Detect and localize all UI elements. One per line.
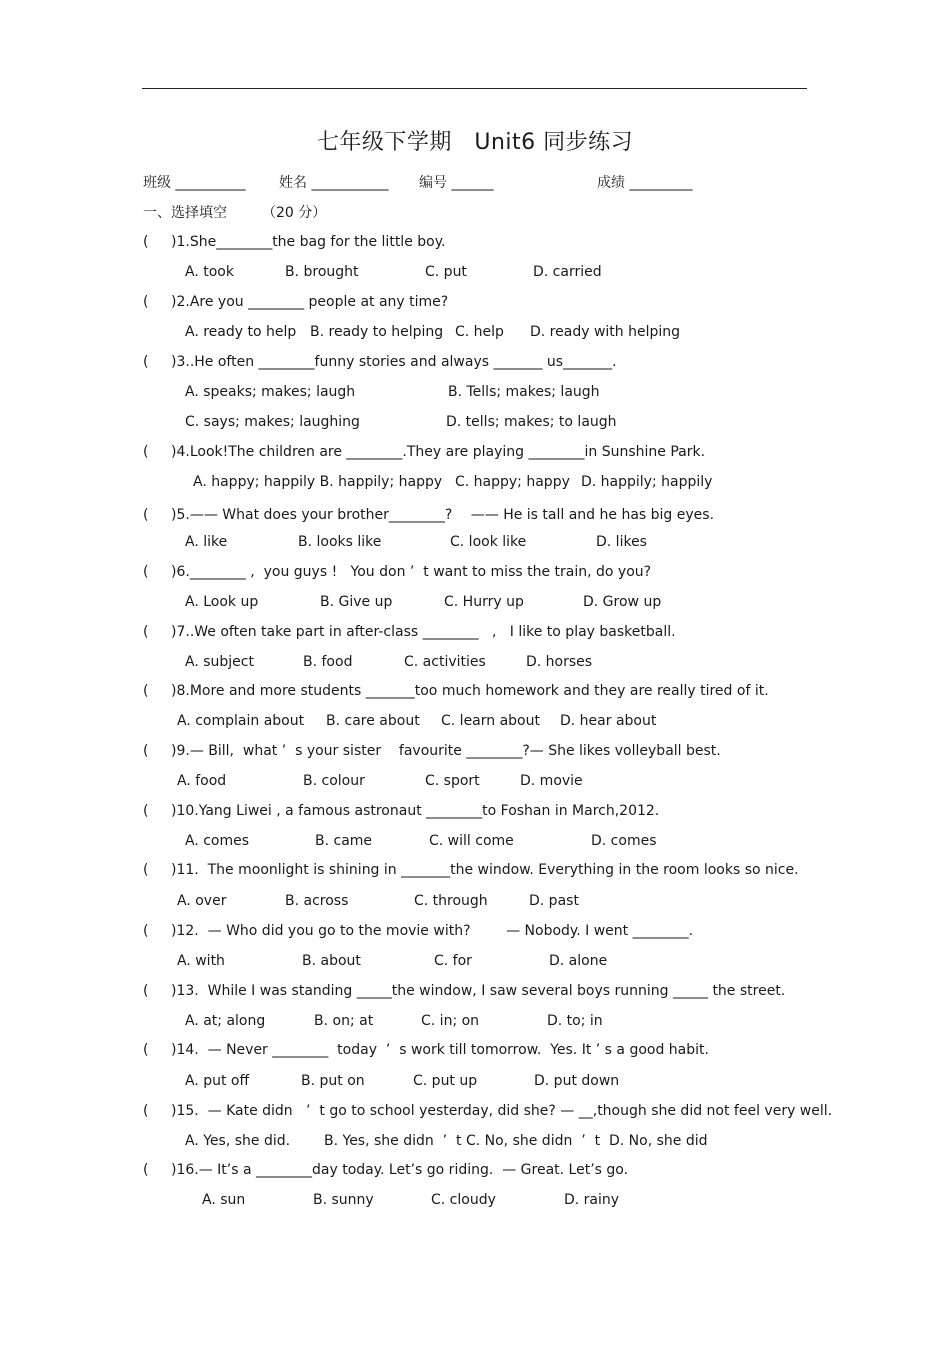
answer-option: A. with <box>177 953 225 969</box>
answer-bracket: ( <box>143 1162 149 1178</box>
class-field: 班级 __________ <box>143 175 246 191</box>
answer-option: A. food <box>177 773 227 789</box>
answer-option: C. says; makes; laughing <box>185 414 360 430</box>
answer-bracket: ( <box>143 234 149 250</box>
answer-option: C. happy; happy <box>455 474 570 490</box>
answer-option: C. through <box>414 893 488 909</box>
answer-option: D. likes <box>596 534 647 550</box>
answer-option: B. on; at <box>314 1013 374 1029</box>
answer-option: B. about <box>302 953 361 969</box>
question-text: )3..He often ________funny stories and always _______ us_______. <box>171 354 617 370</box>
answer-bracket: ( <box>143 444 149 460</box>
question-stem <box>143 923 693 939</box>
answer-option: D. to; in <box>547 1013 603 1029</box>
question-text: )4.Look!The children are ________.They are playing ________in Sunshine Park. <box>171 444 706 460</box>
answer-option: B. colour <box>303 773 365 789</box>
answer-option: A. put off <box>185 1073 250 1089</box>
page-title: 七年级下学期 Unit6 同步练习 <box>316 130 634 155</box>
answer-option: C. put <box>425 264 467 280</box>
answer-bracket: ( <box>143 294 149 310</box>
answer-option: A. sun <box>202 1192 246 1208</box>
question-text: )10.Yang Liwei , a famous astronaut ________to Foshan in March,2012. <box>171 803 660 819</box>
question-stem <box>143 683 769 699</box>
answer-option: B. Yes, she didn ’ t C. No, she didn ’ t D. No, she did <box>324 1133 708 1149</box>
name-field: 姓名 ___________ <box>279 175 389 191</box>
answer-option: D. happily; happily <box>581 474 713 490</box>
answer-option: A. happy; happily B. happily; happy <box>193 474 443 490</box>
answer-option: D. comes <box>591 833 657 849</box>
question-text: )13. While I was standing _____the window, I saw several boys running _____ the street. <box>171 983 786 999</box>
answer-option: D. horses <box>526 654 593 670</box>
question-stem <box>143 862 799 878</box>
answer-option: B. Give up <box>320 594 393 610</box>
answer-option: D. rainy <box>564 1192 620 1208</box>
answer-bracket: ( <box>143 564 149 580</box>
section-title: 一、选择填空 （20 分） <box>143 205 327 221</box>
answer-option: D. alone <box>549 953 608 969</box>
question-stem <box>143 294 448 310</box>
answer-bracket: ( <box>143 507 149 523</box>
answer-option: D. carried <box>533 264 602 280</box>
answer-option: C. cloudy <box>431 1192 496 1208</box>
top-rule <box>142 88 807 89</box>
answer-option: B. brought <box>285 264 359 280</box>
answer-option: B. food <box>303 654 353 670</box>
question-text: )11. The moonlight is shining in _______the window. Everything in the room looks so nice. <box>171 862 799 878</box>
answer-option: B. across <box>285 893 349 909</box>
answer-option: B. sunny <box>313 1192 374 1208</box>
answer-option: C. for <box>434 953 472 969</box>
question-text: )1.She________the bag for the little boy. <box>171 234 446 250</box>
question-stem <box>143 624 676 640</box>
question-stem <box>143 1042 709 1058</box>
answer-bracket: ( <box>143 354 149 370</box>
question-stem <box>143 983 785 999</box>
answer-option: B. Tells; makes; laugh <box>448 384 600 400</box>
answer-option: C. learn about <box>441 713 540 729</box>
answer-option: B. care about <box>326 713 420 729</box>
answer-bracket: ( <box>143 983 149 999</box>
answer-bracket: ( <box>143 803 149 819</box>
question-stem <box>143 234 445 250</box>
answer-option: D. hear about <box>560 713 657 729</box>
answer-bracket: ( <box>143 862 149 878</box>
answer-option: A. ready to help <box>185 324 297 340</box>
question-stem <box>143 1103 832 1119</box>
question-text: )5.—— What does your brother________? —— He is tall and he has big eyes. <box>171 507 715 523</box>
answer-option: A. Look up <box>185 594 259 610</box>
question-text: )16.— It’s a ________day today. Let’s go riding. — Great. Let’s go. <box>171 1162 629 1178</box>
answer-option: C. help <box>455 324 504 340</box>
answer-option: C. put up <box>413 1073 478 1089</box>
question-text: )15. — Kate didn ’ t go to school yesterday, did she? — __,though she did not feel very well. <box>171 1103 833 1119</box>
question-stem <box>143 564 651 580</box>
answer-option: C. will come <box>429 833 514 849</box>
answer-bracket: ( <box>143 683 149 699</box>
question-text: )2.Are you ________ people at any time? <box>171 294 449 310</box>
answer-option: A. comes <box>185 833 250 849</box>
question-text: )6.________ , you guys ! You don ’ t want to miss the train, do you? <box>171 564 652 580</box>
answer-option: A. took <box>185 264 234 280</box>
answer-option: A. over <box>177 893 227 909</box>
question-stem <box>143 743 721 759</box>
answer-bracket: ( <box>143 743 149 759</box>
question-text: )14. — Never ________ today ’ s work till tomorrow. Yes. It ’ s a good habit. <box>171 1042 709 1058</box>
answer-option: D. ready with helping <box>530 324 681 340</box>
number-field: 编号 ______ <box>419 175 494 191</box>
answer-option: A. speaks; makes; laugh <box>185 384 356 400</box>
answer-option: B. looks like <box>298 534 382 550</box>
answer-bracket: ( <box>143 624 149 640</box>
answer-option: D. tells; makes; to laugh <box>446 414 617 430</box>
answer-bracket: ( <box>143 923 149 939</box>
question-stem <box>143 1162 628 1178</box>
score-field: 成绩 _________ <box>597 175 693 191</box>
answer-option: D. Grow up <box>583 594 662 610</box>
answer-option: A. complain about <box>177 713 305 729</box>
question-stem <box>143 354 617 370</box>
answer-option: B. put on <box>301 1073 365 1089</box>
answer-option: C. in; on <box>421 1013 480 1029</box>
answer-option: B. came <box>315 833 373 849</box>
answer-option: C. Hurry up <box>444 594 524 610</box>
question-stem <box>143 803 659 819</box>
question-text: )7..We often take part in after-class ________ , I like to play basketball. <box>171 624 676 640</box>
answer-option: D. past <box>529 893 579 909</box>
answer-bracket: ( <box>143 1103 149 1119</box>
answer-bracket: ( <box>143 1042 149 1058</box>
answer-option: C. look like <box>450 534 527 550</box>
answer-option: C. activities <box>404 654 486 670</box>
answer-option: A. Yes, she did. <box>185 1133 291 1149</box>
answer-option: D. put down <box>534 1073 620 1089</box>
answer-option: D. movie <box>520 773 583 789</box>
question-text: )8.More and more students _______too much homework and they are really tired of it. <box>171 683 769 699</box>
question-stem <box>143 504 714 524</box>
question-stem <box>143 444 705 460</box>
answer-option: B. ready to helping <box>310 324 444 340</box>
answer-option: A. like <box>185 534 228 550</box>
question-text: )12. — Who did you go to the movie with? — Nobody. I went ________. <box>171 923 694 939</box>
answer-option: C. sport <box>425 773 480 789</box>
question-text: )9.— Bill, what ’ s your sister favourite ________?— She likes volleyball best. <box>171 743 721 759</box>
answer-option: A. subject <box>185 654 254 670</box>
answer-option: A. at; along <box>185 1013 266 1029</box>
